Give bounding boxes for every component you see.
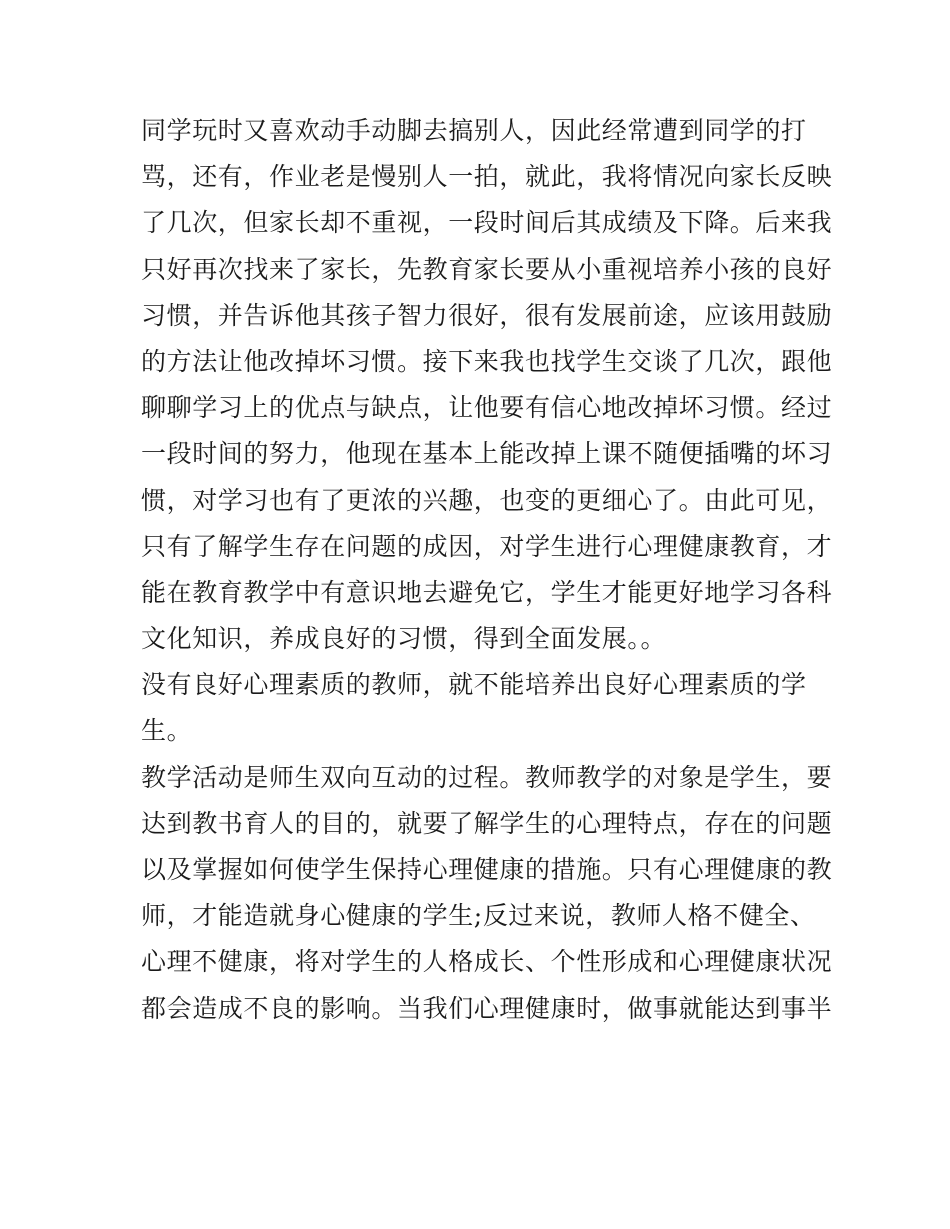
text-line: 只好再次找来了家长，先教育家长要从小重视培养小孩的良好 bbox=[141, 254, 833, 284]
text-line: 聊聊学习上的优点与缺点，让他要有信心地改掉坏习惯。经过 bbox=[141, 393, 833, 423]
text-line: 教学活动是师生双向互动的过程。教师教学的对象是学生，要 bbox=[141, 762, 833, 792]
text-line: 能在教育教学中有意识地去避免它，学生才能更好地学习各科 bbox=[141, 577, 833, 607]
text-line: 以及掌握如何使学生保持心理健康的措施。只有心理健康的教 bbox=[141, 855, 833, 884]
text-line: 生。 bbox=[141, 716, 193, 746]
text-line: 的方法让他改掉坏习惯。接下来我也找学生交谈了几次，跟他 bbox=[141, 346, 833, 376]
text-line: 文化知识，养成良好的习惯，得到全面发展。。 bbox=[141, 624, 667, 654]
text-line: 心理不健康，将对学生的人格成长、个性形成和心理健康状况 bbox=[141, 947, 833, 977]
text-line: 骂，还有，作业老是慢别人一拍，就此，我将情况向家长反映 bbox=[141, 162, 833, 192]
text-line: 没有良好心理素质的教师，就不能培养出良好心理素质的学 bbox=[141, 670, 807, 700]
text-line: 达到教书育人的目的，就要了解学生的心理特点，存在的问题 bbox=[141, 808, 833, 838]
text-line: 同学玩时又喜欢动手动脚去搞别人，因此经常遭到同学的打 bbox=[141, 116, 807, 145]
text-line: 都会造成不良的影响。当我们心理健康时，做事就能达到事半 bbox=[141, 993, 833, 1023]
text-line: 惯，对学习也有了更浓的兴趣，也变的更细心了。由此可见， bbox=[141, 485, 833, 515]
text-line: 一段时间的努力，他现在基本上能改掉上课不随便插嘴的坏习 bbox=[141, 439, 833, 469]
text-line: 只有了解学生存在问题的成因，对学生进行心理健康教育，才 bbox=[141, 531, 833, 561]
text-line: 师，才能造就身心健康的学生;反过来说，教师人格不健全、 bbox=[141, 901, 816, 931]
text-line: 习惯，并告诉他其孩子智力很好，很有发展前途，应该用鼓励 bbox=[141, 300, 833, 330]
document-body bbox=[141, 108, 833, 1032]
text-line: 了几次，但家长却不重视，一段时间后其成绩及下降。后来我 bbox=[141, 208, 833, 238]
